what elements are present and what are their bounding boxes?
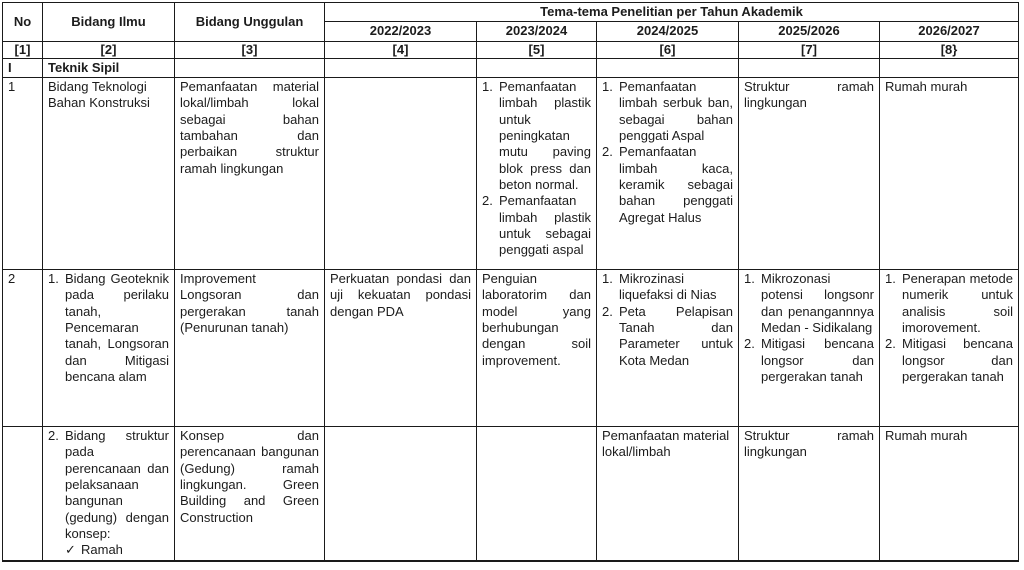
cell-r3-y2023 xyxy=(477,427,597,561)
col-header-year-2024-2025: 2024/2025 xyxy=(597,22,739,41)
list-number: 2. xyxy=(482,193,493,209)
col-header-no: No xyxy=(3,3,43,42)
cell-r3-y2022 xyxy=(325,427,477,561)
section-empty-cell xyxy=(597,58,739,77)
cell-r2-bidang-unggulan: Improvement Longsoran dan pergerakan tanah (Penurunan tanah) xyxy=(175,270,325,427)
list-number: 2. xyxy=(602,303,613,319)
list-item: 2. Pemanfaatan limbah plastik untuk sebagai penggati aspal xyxy=(482,193,591,258)
section-empty-cell xyxy=(739,58,880,77)
cell-r1-y2022 xyxy=(325,78,477,270)
section-empty-cell xyxy=(477,58,597,77)
cell-r2-y2025 xyxy=(739,270,880,427)
section-empty-cell xyxy=(325,58,477,77)
list-item: 2. Mitigasi bencana longsor dan pergerakan tanah xyxy=(744,336,874,384)
section-label: Teknik Sipil xyxy=(43,58,175,77)
cell-r3-y2025: Struktur ramah lingkungan xyxy=(739,427,880,561)
list-item: 1. Mikrozinasi liquefaksi di Nias xyxy=(602,271,717,303)
col-header-year-2026-2027: 2026/2027 xyxy=(880,22,1019,41)
list-item: 2. Peta Pelapisan Tanah dan Parameter untuk Kota Medan xyxy=(602,303,733,368)
list-item: 1. Mikrozonasi potensi longsonr dan penangannnya Medan - Sidikalang xyxy=(744,271,874,336)
cell-r2-y2022: Perkuatan pondasi dan uji kekuatan pondasi dengan PDA xyxy=(325,270,477,427)
col-header-bidang-ilmu: Bidang Ilmu xyxy=(43,3,175,42)
table-row-1 xyxy=(3,78,1019,270)
list-number: 1. xyxy=(602,79,613,95)
research-themes-table xyxy=(2,2,1019,562)
list-item xyxy=(48,428,169,558)
cell-r1-y2025: Struktur ramah lingkungan xyxy=(739,78,880,270)
list-number: 2. xyxy=(885,336,896,352)
cell-r1-y2023 xyxy=(477,78,597,270)
col-header-year-2025-2026: 2025/2026 xyxy=(739,22,880,41)
list-item: 1. Bidang Geoteknik pada perilaku tanah, Pencemaran tanah, Longsoran dan Mitigasi bencana alam xyxy=(48,271,169,384)
col-header-year-2023-2024: 2023/2024 xyxy=(477,22,597,41)
index-cell-6: [6] xyxy=(597,41,739,58)
cell-r1-y2026: Rumah murah xyxy=(880,78,1019,270)
list-number: 2. xyxy=(48,428,59,444)
cell-r2-y2026 xyxy=(880,270,1019,427)
table-row-3 xyxy=(3,427,1019,561)
cell-r3-bidang-ilmu xyxy=(43,427,175,561)
list-number: 1. xyxy=(885,271,896,287)
col-header-year-2022-2023: 2022/2023 xyxy=(325,22,477,41)
header-row-group xyxy=(3,3,1019,22)
section-empty-cell xyxy=(175,58,325,77)
section-row-teknik-sipil xyxy=(3,58,1019,77)
index-cell-3: [3] xyxy=(175,41,325,58)
section-no: I xyxy=(3,58,43,77)
cell-r2-no: 2 xyxy=(3,270,43,427)
cell-r3-no xyxy=(3,427,43,561)
group-header-tema-tema: Tema-tema Penelitian per Tahun Akademik xyxy=(325,3,1019,22)
index-cell-2: [2] xyxy=(43,41,175,58)
col-header-bidang-unggulan: Bidang Unggulan xyxy=(175,3,325,42)
cell-r3-y2026: Rumah murah xyxy=(880,427,1019,561)
index-cell-1: [1] xyxy=(3,41,43,58)
check-list-item xyxy=(65,542,169,558)
list-number: 1. xyxy=(744,271,755,287)
list-number: 1. xyxy=(602,271,613,287)
cell-r3-y2024: Pemanfaatan material lokal/limbah xyxy=(597,427,739,561)
cell-r1-bidang-ilmu: Bidang Teknologi Bahan Konstruksi xyxy=(43,78,175,270)
list-number: 2. xyxy=(744,336,755,352)
list-number: 2. xyxy=(602,144,613,160)
cell-r2-y2023: Penguian laboratorim dan model yang berhubungan dengan soil improvement. xyxy=(477,270,597,427)
check-item-text: Ramah xyxy=(81,542,123,558)
index-cell-4: [4] xyxy=(325,41,477,58)
cell-r2-bidang-ilmu xyxy=(43,270,175,427)
cell-r1-bidang-unggulan: Pemanfaatan material lokal/limbah lokal sebagai bahan tambahan dan perbaikan struktur ramah lingkungan xyxy=(175,78,325,270)
cell-r2-y2024 xyxy=(597,270,739,427)
cell-r3-bidang-unggulan: Konsep dan perencanaan bangunan (Gedung) ramah lingkungan. Green Building and Green Construction xyxy=(175,427,325,561)
cell-r1-no: 1 xyxy=(3,78,43,270)
cell-r1-y2024 xyxy=(597,78,739,270)
list-item: 2. Mitigasi bencana longsor dan pergerakan tanah xyxy=(885,336,1013,384)
list-item: 1. Pemanfaatan limbah serbuk ban, sebagai bahan penggati Aspal xyxy=(602,79,733,144)
list-item-text: Bidang struktur pada perencanaan dan pelaksanaan bangunan (gedung) dengan konsep: xyxy=(65,428,169,541)
index-row xyxy=(3,41,1019,58)
index-cell-5: [5] xyxy=(477,41,597,58)
list-item: 1. Pemanfaatan limbah plastik untuk peningkatan mutu paving blok press dan beton normal. xyxy=(482,79,591,192)
list-item: 1. Penerapan metode numerik untuk analisis soil imorovement. xyxy=(885,271,1013,336)
list-number: 1. xyxy=(482,79,493,95)
list-item: 2. Pemanfaatan limbah kaca, keramik sebagai bahan penggati Agregat Halus xyxy=(602,144,733,225)
index-cell-7: [7] xyxy=(739,41,880,58)
list-number: 1. xyxy=(48,271,59,287)
index-cell-8: [8} xyxy=(880,41,1019,58)
section-empty-cell xyxy=(880,58,1019,77)
table-row-2 xyxy=(3,270,1019,427)
checkmark-icon: ✓ xyxy=(65,542,76,558)
